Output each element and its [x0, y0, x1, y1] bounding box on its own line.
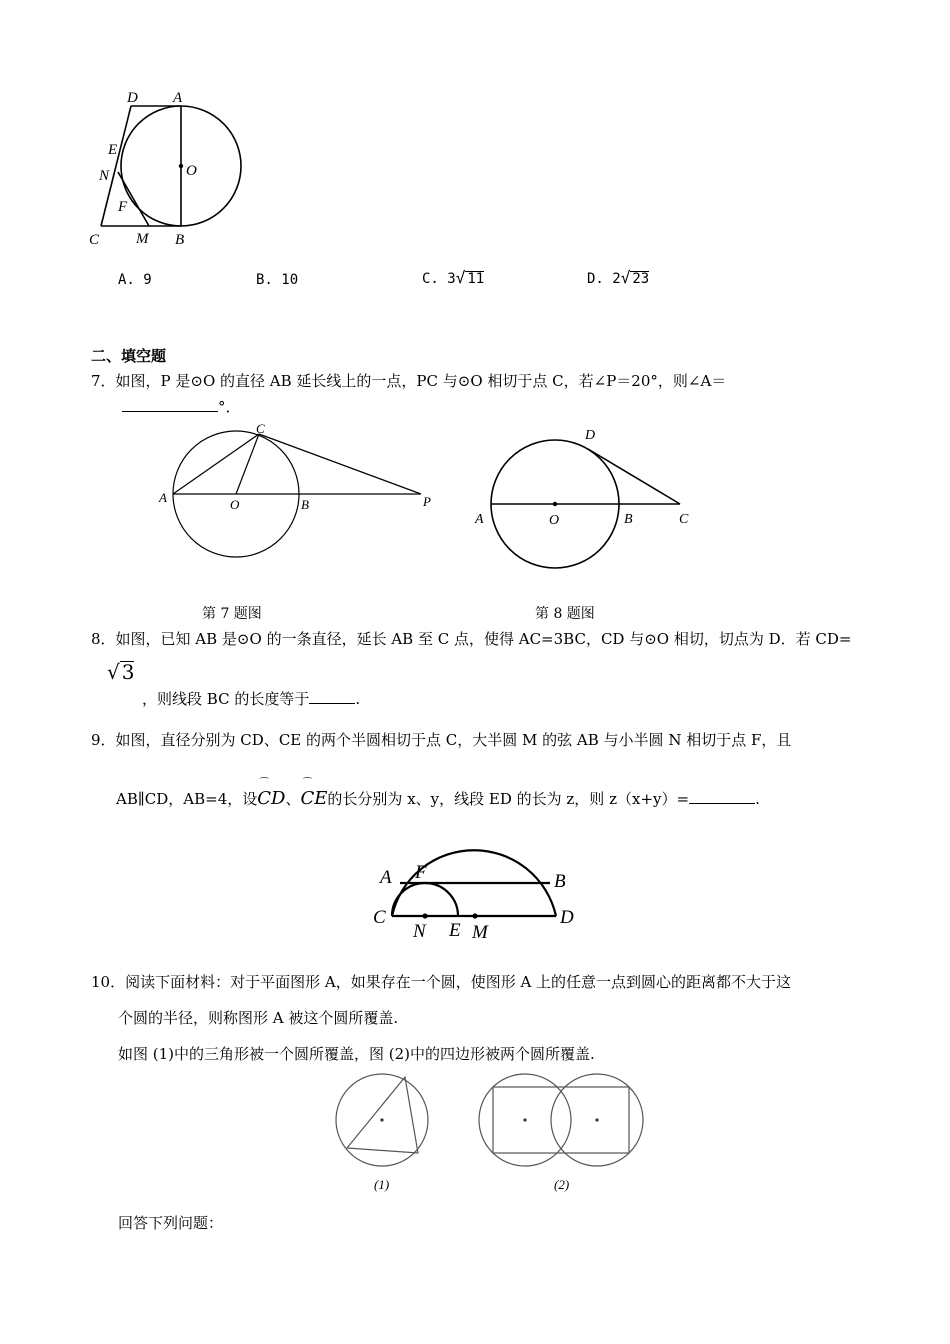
label-O: O — [186, 163, 197, 179]
q9-label-D: D — [560, 907, 574, 928]
figure-top-circle-trapezoid — [80, 80, 260, 255]
q7-line1: 7．如图，P 是⊙O 的直径 AB 延长线上的一点，PC 与⊙O 相切于点 C，若∠P＝20°，则∠A＝ — [91, 372, 727, 390]
label-M: M — [136, 231, 149, 247]
q10-cap1: (1) — [374, 1177, 390, 1192]
q9-line2 — [116, 778, 760, 809]
figure-q8 — [470, 422, 700, 582]
section-title: 二、填空题 — [91, 347, 167, 365]
q7-label-B: B — [301, 497, 309, 512]
option-a: A. 9 — [118, 272, 152, 288]
q10-line3: 如图 (1)中的三角形被一个圆所覆盖，图 (2)中的四边形被两个圆所覆盖. — [118, 1045, 595, 1063]
label-B: B — [175, 232, 185, 248]
q7-answer-blank[interactable] — [122, 397, 218, 412]
q8-line1: 8．如图，已知 AB 是⊙O 的一条直径，延长 AB 至 C 点，使得 AC=3BC，CD 与⊙O 相切，切点为 D．若 CD= — [91, 630, 852, 648]
q10-line2: 个圆的半径，则称图形 A 被这个圆所覆盖. — [118, 1009, 399, 1027]
q9-label-C: C — [373, 907, 386, 928]
q9-arc-cd: ⌒ CD — [257, 778, 286, 809]
q9-arc-cd-label: CD — [257, 788, 286, 809]
q10-cap2: (2) — [554, 1177, 570, 1192]
q9-arc-ce-label: CE — [300, 788, 328, 809]
q9-sep: 、 — [285, 790, 301, 808]
option-c: C. 3√ 11 — [422, 268, 485, 287]
q8-label-D: D — [585, 428, 596, 443]
q9-arc-ce: ⌒ CE — [300, 778, 328, 809]
label-N: N — [99, 168, 110, 184]
option-c-prefix: C. 3 — [422, 271, 456, 287]
option-d-prefix: D. 2 — [587, 271, 621, 287]
q8-label-A: A — [475, 512, 484, 527]
q9-line2-a: AB∥CD，AB=4，设 — [116, 790, 258, 808]
q9-label-F: F — [415, 862, 427, 883]
figure-q10 — [325, 1070, 655, 1200]
figure-q7 — [155, 418, 445, 568]
q9-answer-blank[interactable] — [689, 789, 755, 804]
option-b: B. 10 — [256, 272, 299, 288]
q8-radicand: 3 — [121, 660, 135, 684]
q8-sqrt: √ 3 — [107, 660, 135, 684]
q9-label-N: N — [413, 921, 426, 942]
q7-label-C: C — [256, 421, 265, 436]
q9-label-A: A — [380, 867, 392, 888]
q8-answer-blank[interactable] — [309, 689, 355, 704]
q8-label-B: B — [624, 512, 633, 527]
q10-line4: 回答下列问题： — [118, 1214, 224, 1232]
q7-line2 — [122, 396, 241, 417]
label-D: D — [127, 90, 138, 106]
label-C: C — [89, 232, 100, 248]
q8-label-C: C — [679, 512, 689, 527]
q9-end: . — [755, 790, 760, 808]
q10-line1: 10．阅读下面材料：对于平面图形 A，如果存在一个圆，使图形 A 上的任意一点到圆心的距离都不大于这 — [91, 973, 792, 991]
q8-label-O: O — [549, 513, 560, 528]
q8-line2 — [142, 688, 360, 709]
q9-line1: 9．如图，直径分别为 CD、CE 的两个半圆相切于点 C，大半圆 M 的弦 AB 与小半圆 N 相切于点 F，且 — [91, 731, 792, 749]
q8-line2-text: ，则线段 BC 的长度等于 — [142, 690, 310, 708]
q9-label-M: M — [472, 922, 488, 943]
q7-line2-tail: °． — [218, 398, 241, 416]
q9-label-E: E — [449, 920, 461, 941]
q9-line2-b: 的长分别为 x、y，线段 ED 的长为 z，则 z（x+y）= — [327, 790, 690, 808]
q8-end: . — [355, 690, 361, 708]
q7-caption: 第 7 题图 — [202, 606, 262, 622]
q9-label-B: B — [554, 871, 566, 892]
option-c-radicand: 11 — [467, 271, 485, 287]
option-d-radicand: 23 — [632, 271, 650, 287]
figure-q9 — [368, 825, 588, 945]
q8-caption: 第 8 题图 — [535, 606, 595, 622]
q7-label-O: O — [230, 497, 240, 512]
q7-label-A: A — [159, 490, 167, 505]
label-A: A — [173, 90, 183, 106]
q7-label-P: P — [423, 494, 431, 509]
label-E: E — [108, 142, 118, 158]
option-d: D. 2√ 23 — [587, 268, 650, 287]
label-F: F — [118, 199, 128, 215]
